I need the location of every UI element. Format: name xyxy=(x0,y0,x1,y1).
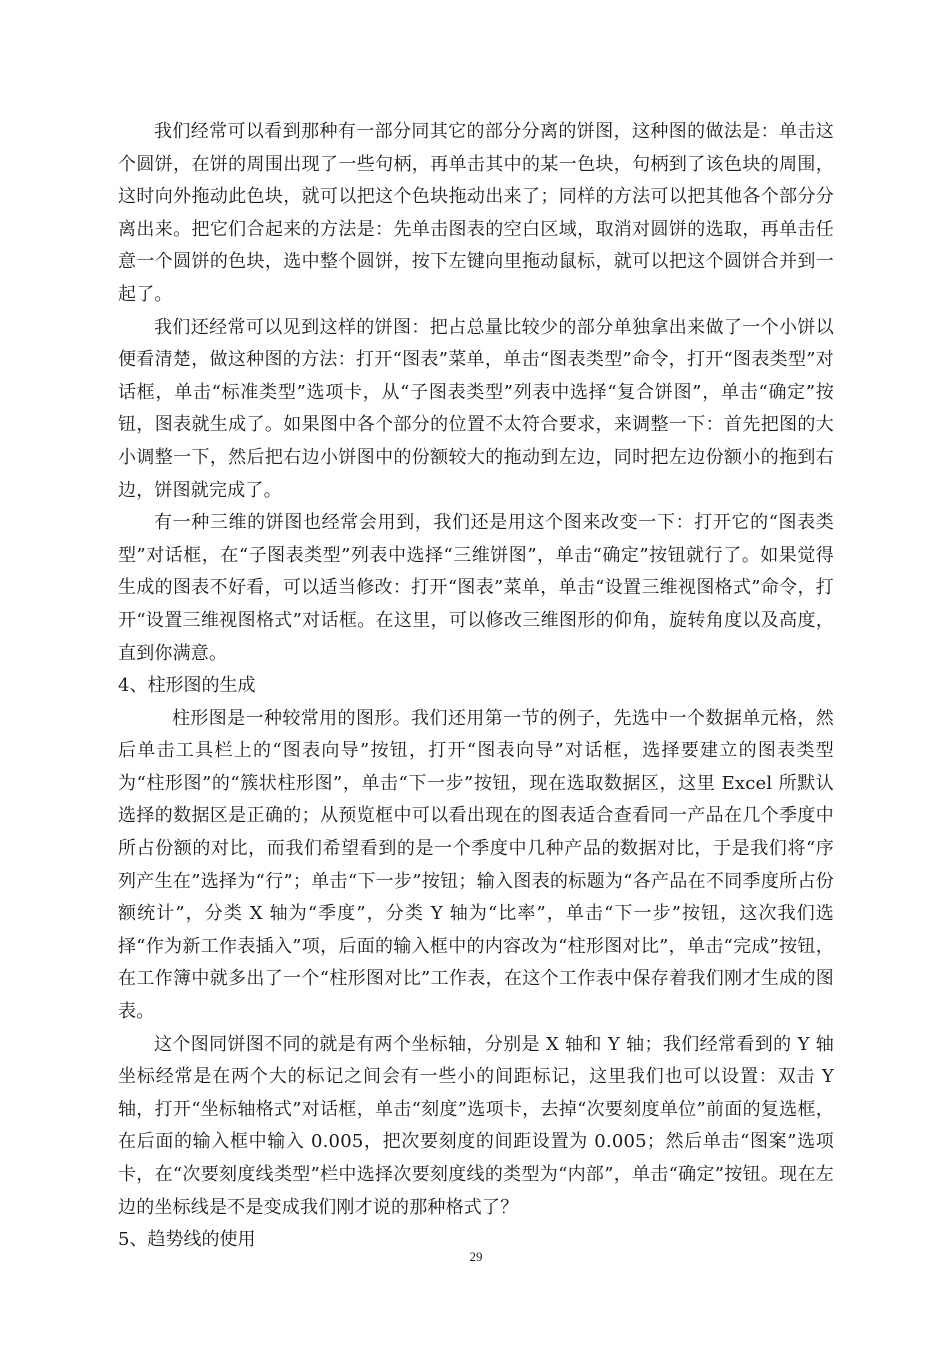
page-number: 29 xyxy=(469,1249,483,1264)
section-heading-column-chart: 4、柱形图的生成 xyxy=(118,675,256,697)
paragraph-3d-pie: 有一种三维的饼图也经常会用到，我们还是用这个图来改变一下：打开它的“图表类型”对话框，在“子图表类型”列表中选择“三维饼图”，单击“确定”按钮就行了。如果觉得生成的图表不好看，可以适当修改：打开“图表”菜单，单击“设置三维视图格式”命令，打开“设置三维视图格式”对话框。在这里，可以修改三维图形的仰角，旋转角度以及高度，直到你满意。 xyxy=(118,512,834,664)
paragraph-column-chart-wizard: 柱形图是一种较常用的图形。我们还用第一节的例子，先选中一个数据单元格，然后单击工具栏上的“图表向导”按钮，打开“图表向导”对话框，选择要建立的图表类型为“柱形图”的“簇状柱形图”，单击“下一步”按钮，现在选取数据区，这里 Excel 所默认选择的数据区是正确的；从预览框中可以看出现在的图表适合查看同一产品在几个季度中所占份额的对比，而我们希望看到的是一个季度中几种产品的数据对比，于是我们将“序列产生在”选择为“行”；单击“下一步”按钮；输入图表的标题为“各产品在不同季度所占份额统计”，分类 X 轴为“季度”，分类 Y 轴为“比率”，单击“下一步”按钮，这次我们选择“作为新工作表插入”项，后面的输入框中的内容改为“柱形图对比”，单击“完成”按钮，在工作簿中就多出了一个“柱形图对比”工作表，在这个工作表中保存着我们刚才生成的图表。 xyxy=(118,707,834,1023)
section-heading-trendline: 5、趋势线的使用 xyxy=(118,1229,256,1251)
paragraph-pie-of-pie: 我们还经常可以见到这样的饼图：把占总量比较少的部分单独拿出来做了一个小饼以便看清楚，做这种图的方法：打开“图表”菜单，单击“图表类型”命令，打开“图表类型”对话框，单击“标准类型”选项卡，从“子图表类型”列表中选择“复合饼图”，单击“确定”按钮，图表就生成了。如果图中各个部分的位置不太符合要求，来调整一下：首先把图的大小调整一下，然后把右边小饼图中的份额较大的拖动到左边，同时把左边份额小的拖到右边，饼图就完成了。 xyxy=(118,316,834,501)
paragraph-exploded-pie: 我们经常可以看到那种有一部分同其它的部分分离的饼图，这种图的做法是：单击这个圆饼，在饼的周围出现了一些句柄，再单击其中的某一色块，句柄到了该色块的周围，这时向外拖动此色块，就可以把这个色块拖动出来了；同样的方法可以把其他各个部分分离出来。把它们合起来的方法是：先单击图表的空白区域，取消对圆饼的选取，再单击任意一个圆饼的色块，选中整个圆饼，按下左键向里拖动鼠标，就可以把这个圆饼合并到一起了。 xyxy=(118,121,834,305)
paragraph-axis-format: 这个图同饼图不同的就是有两个坐标轴，分别是 X 轴和 Y 轴；我们经常看到的 Y 轴坐标经常是在两个大的标记之间会有一些小的间距标记，这里我们也可以设置：双击 Y 轴，打开“坐标轴格式”对话框，单击“刻度”选项卡，去掉“次要刻度单位”前面的复选框，在后面的输入框中输入 0.005，把次要刻度的间距设置为 0.005；然后单击“图案”选项卡，在“次要刻度线类型”栏中选择次要刻度线的类型为“内部”，单击“确定”按钮。现在左边的坐标线是不是变成我们刚才说的那种格式了？ xyxy=(118,1033,834,1218)
document-body xyxy=(118,116,834,1257)
